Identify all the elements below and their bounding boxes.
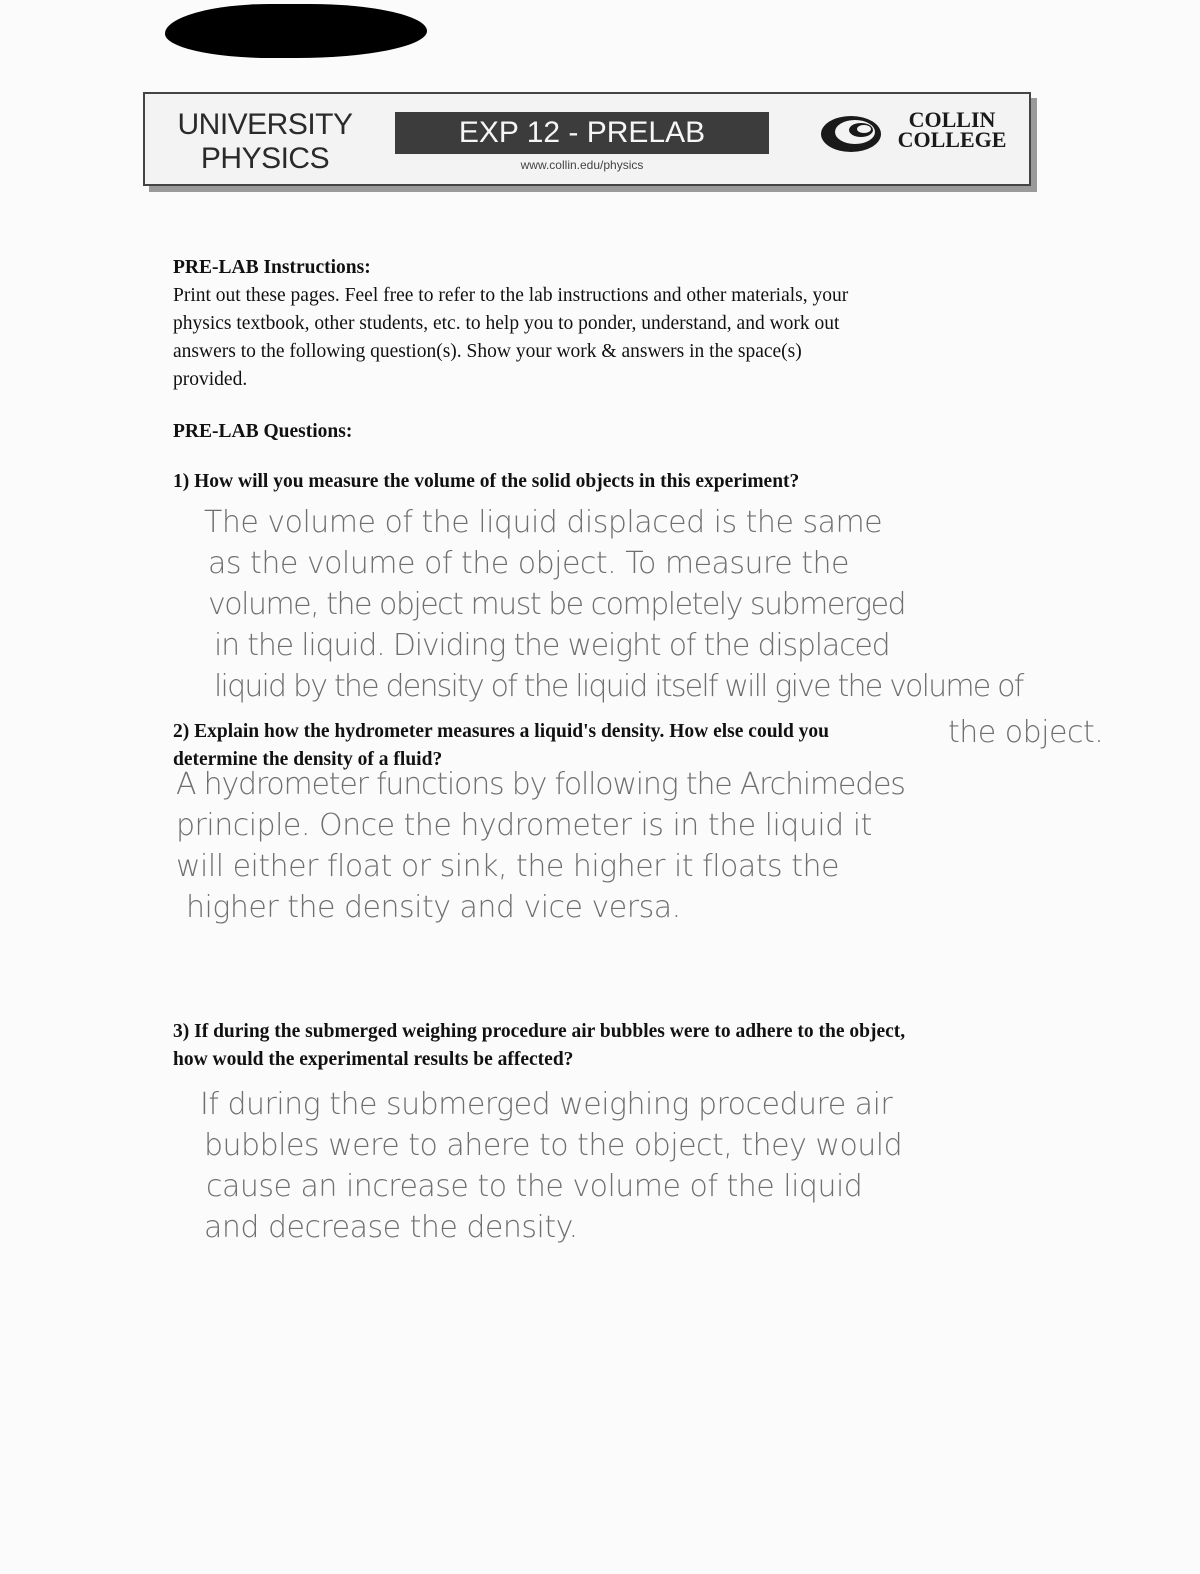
- answer-1-line: liquid by the density of the liquid itself will give the volume of: [214, 669, 1023, 704]
- answer-1-line: volume, the object must be completely submerged: [208, 587, 906, 622]
- answer-2-line: A hydrometer functions by following the Archimedes: [176, 767, 905, 802]
- answer-3-line: If during the submerged weighing procedure air: [200, 1087, 893, 1122]
- college-name-line1: COLLIN: [908, 107, 996, 132]
- answer-2-line: higher the density and vice versa.: [186, 890, 681, 925]
- answer-1-line: in the liquid. Dividing the weight of the displaced: [214, 628, 890, 663]
- answer-2-line: will either float or sink, the higher it floats the: [176, 849, 839, 884]
- instructions-heading: PRE-LAB Instructions:: [173, 257, 371, 278]
- college-name: [887, 107, 1017, 152]
- question-3: [173, 1018, 1013, 1074]
- answer-1-line: as the volume of the object. To measure the: [208, 546, 849, 581]
- collin-college-logo-icon: [817, 112, 889, 156]
- instructions-line: Print out these pages. Feel free to refer to the lab instructions and other materials, your: [173, 285, 849, 306]
- answer-2-line: principle. Once the hydrometer is in the liquid it: [176, 808, 872, 843]
- instructions-line: physics textbook, other students, etc. to help you to ponder, understand, and work out: [173, 313, 840, 334]
- answer-3: [200, 1084, 902, 1248]
- question-2-line: 2) Explain how the hydrometer measures a liquid's density. How else could you: [173, 721, 830, 742]
- questions-heading: PRE-LAB Questions:: [173, 421, 353, 442]
- course-header: [143, 92, 1031, 186]
- answer-3-line: bubbles were to ahere to the object, they would: [204, 1128, 903, 1163]
- instructions-section: [173, 254, 1013, 394]
- course-title-line2: PHYSICS: [200, 142, 330, 175]
- instructions-line: provided.: [173, 369, 248, 390]
- instructions-line: answers to the following question(s). Show your work & answers in the space(s): [173, 341, 802, 362]
- redacted-name: [165, 4, 427, 58]
- question-1: 1) How will you measure the volume of the solid objects in this experiment?: [173, 471, 800, 492]
- answer-1-line: The volume of the liquid displaced is the same: [204, 505, 883, 540]
- answer-1-continued: the object.: [948, 715, 1104, 750]
- answer-3-line: cause an increase to the volume of the liquid: [206, 1169, 863, 1204]
- course-title: [165, 108, 365, 176]
- question-3-line: 3) If during the submerged weighing procedure air bubbles were to adhere to the object,: [173, 1021, 906, 1042]
- answer-3-line: and decrease the density.: [204, 1210, 578, 1245]
- question-3-line: how would the experimental results be affected?: [173, 1049, 574, 1070]
- experiment-title: EXP 12 - PRELAB: [395, 112, 769, 154]
- college-name-line2: COLLEGE: [897, 127, 1007, 152]
- course-url: www.collin.edu/physics: [520, 158, 644, 172]
- answer-2: [176, 764, 905, 928]
- course-title-line1: UNIVERSITY: [177, 108, 353, 141]
- answer-1: [200, 502, 1022, 707]
- question-2-line: determine the density of a fluid?: [173, 749, 443, 770]
